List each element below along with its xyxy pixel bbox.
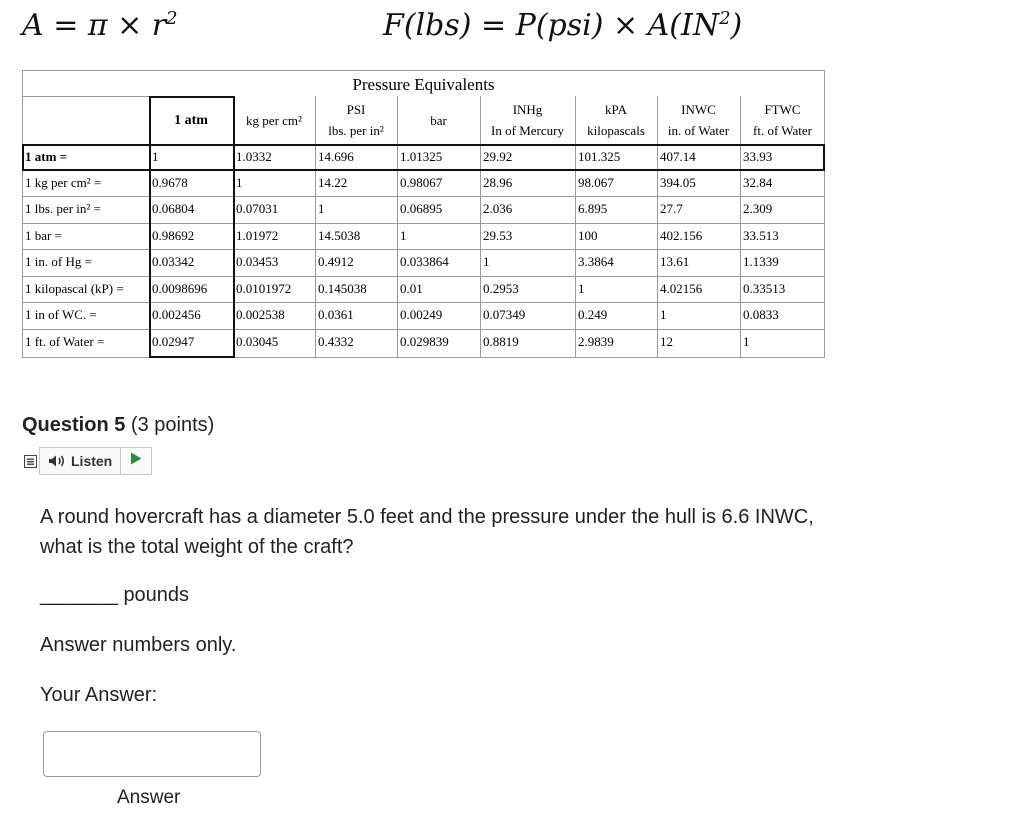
- table-cell: 1.0332: [236, 149, 272, 164]
- answer-blank-line: [40, 584, 189, 607]
- table-cell: 0.00249: [400, 307, 443, 322]
- table-border: [22, 70, 825, 71]
- listen-toolbar: [22, 447, 152, 475]
- table-cell: 0.002538: [236, 307, 285, 322]
- table-border: [22, 357, 825, 358]
- column-header: in. of Water: [667, 123, 730, 138]
- table-cell: 0.0833: [743, 307, 779, 322]
- table-cell: 1: [660, 307, 667, 322]
- answer-caption: Answer: [117, 787, 181, 808]
- grid-line: [22, 276, 825, 277]
- table-cell: 0.029839: [400, 334, 449, 349]
- column-header-top: INHg: [512, 102, 543, 117]
- answer-unit: pounds: [123, 584, 190, 606]
- column-header: 1 atm: [174, 113, 208, 128]
- column-header: kg per cm²: [246, 113, 302, 128]
- table-cell: 29.92: [483, 149, 513, 164]
- table-cell: 1: [743, 334, 750, 349]
- table-cell: 407.14: [660, 149, 696, 164]
- table-cell: 0.98067: [400, 175, 443, 190]
- play-icon: [130, 452, 142, 470]
- question-title: Question 5 (3 points): [22, 414, 215, 436]
- table-title: Pressure Equivalents: [352, 75, 495, 94]
- table-cell: 6.895: [578, 201, 608, 216]
- table-cell: 0.33513: [743, 281, 786, 296]
- table-cell: 0.002456: [152, 307, 201, 322]
- table-cell: 100: [578, 228, 598, 243]
- table-cell: 0.06804: [152, 201, 195, 216]
- speaker-icon: [48, 454, 66, 468]
- table-cell: 0.98692: [152, 228, 195, 243]
- table-cell: 13.61: [660, 254, 690, 269]
- table-cell: 1: [578, 281, 585, 296]
- table-cell: 101.325: [578, 149, 621, 164]
- table-cell: 0.02947: [152, 334, 195, 349]
- answer-input[interactable]: [43, 731, 261, 777]
- listen-button[interactable]: [39, 447, 121, 475]
- table-cell: 0.8819: [483, 334, 519, 349]
- table-cell: 27.7: [660, 201, 683, 216]
- table-cell: 14.5038: [318, 228, 361, 243]
- table-cell: 1: [152, 149, 159, 164]
- row-label: 1 kg per cm² =: [25, 175, 102, 190]
- table-cell: 1.1339: [743, 254, 779, 269]
- force-formula: $F(lbs) = P(psi) \times A(IN^2)$: [383, 8, 743, 43]
- row-label: 1 atm =: [25, 149, 68, 164]
- menu-icon[interactable]: [22, 447, 39, 475]
- table-cell: 0.2953: [483, 281, 519, 296]
- area-formula: $A = \pi \times r^2$: [22, 8, 178, 43]
- table-cell: 0.07031: [236, 201, 279, 216]
- table-cell: 1: [483, 254, 490, 269]
- table-cell: 1: [236, 175, 243, 190]
- table-cell: 0.249: [578, 307, 608, 322]
- table-cell: 28.96: [483, 175, 513, 190]
- table-cell: 0.01: [400, 281, 423, 296]
- column-header: bar: [430, 113, 447, 128]
- table-cell: 0.4912: [318, 254, 354, 269]
- table-cell: 1.01972: [236, 228, 279, 243]
- table-cell: 394.05: [660, 175, 696, 190]
- column-header: lbs. per in²: [328, 123, 384, 138]
- table-cell: 2.309: [743, 201, 773, 216]
- table-cell: 14.22: [318, 175, 348, 190]
- table-cell: 33.93: [743, 149, 773, 164]
- column-header-top: FTWC: [764, 102, 801, 117]
- column-header-top: PSI: [346, 102, 366, 117]
- table-cell: 0.03453: [236, 254, 279, 269]
- answer-instruction: Answer numbers only.: [40, 634, 237, 656]
- table-cell: 98.067: [578, 175, 614, 190]
- table-cell: 0.06895: [400, 201, 443, 216]
- table-cell: 3.3864: [578, 254, 614, 269]
- your-answer-label: Your Answer:: [40, 684, 158, 706]
- table-cell: 1.01325: [400, 149, 443, 164]
- table-cell: 0.9678: [152, 175, 188, 190]
- column-header: kilopascals: [587, 123, 645, 138]
- table-cell: 32.84: [743, 175, 773, 190]
- table-cell: 0.145038: [318, 281, 367, 296]
- column-header: In of Mercury: [491, 123, 564, 138]
- row-label: 1 kilopascal (kP) =: [25, 281, 124, 296]
- table-cell: 0.03045: [236, 334, 279, 349]
- table-cell: 402.156: [660, 228, 703, 243]
- column-header: ft. of Water: [753, 123, 812, 138]
- table-cell: 29.53: [483, 228, 513, 243]
- table-cell: 0.4332: [318, 334, 354, 349]
- table-cell: 12: [660, 334, 673, 349]
- grid-line: [22, 223, 825, 224]
- column-header-top: INWC: [681, 102, 716, 117]
- table-cell: 2.9839: [578, 334, 614, 349]
- table-border: [22, 70, 23, 358]
- play-button[interactable]: [121, 447, 152, 475]
- table-cell: 0.0361: [318, 307, 354, 322]
- pressure-equivalents-table: [22, 70, 825, 358]
- table-cell: 1: [400, 228, 407, 243]
- table-cell: 0.0101972: [236, 281, 292, 296]
- grid-line: [22, 96, 149, 97]
- question-text: A round hovercraft has a diameter 5.0 feet and the pressure under the hull is 6.6 INWC, what is the total weight of the craft?: [40, 506, 814, 558]
- column-header-top: kPA: [605, 102, 627, 117]
- table-cell: 33.513: [743, 228, 779, 243]
- listen-label: Listen: [71, 453, 113, 469]
- row-label: 1 in. of Hg =: [25, 254, 92, 269]
- row-label: 1 ft. of Water =: [25, 334, 105, 349]
- table-cell: 0.033864: [400, 254, 449, 269]
- table-cell: 4.02156: [660, 281, 703, 296]
- table-cell: 2.036: [483, 201, 513, 216]
- table-cell: 14.696: [318, 149, 354, 164]
- table-cell: 0.03342: [152, 254, 195, 269]
- answer-blank: _______: [40, 584, 118, 606]
- table-cell: 0.0098696: [152, 281, 208, 296]
- table-cell: 0.07349: [483, 307, 526, 322]
- row-label: 1 in of WC. =: [25, 307, 97, 322]
- row-label: 1 lbs. per in² =: [25, 201, 101, 216]
- row-label: 1 bar =: [25, 228, 62, 243]
- table-cell: 1: [318, 201, 325, 216]
